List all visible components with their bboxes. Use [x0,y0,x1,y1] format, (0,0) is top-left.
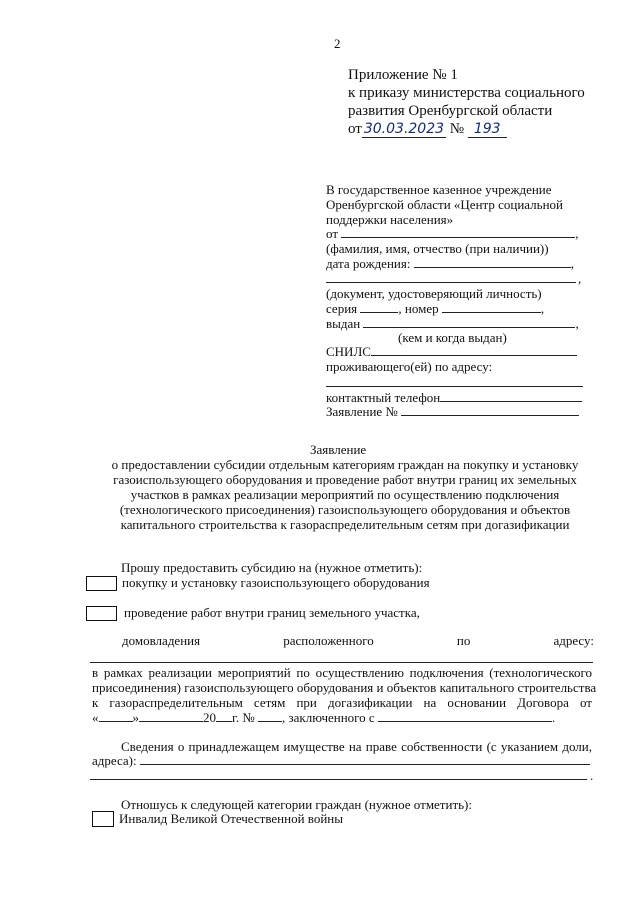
application-number-blank[interactable] [401,404,579,416]
birth-date-blank[interactable] [414,256,571,268]
title-line-4: (технологического присоединения) газоиспользующего оборудования и объектов [119,502,571,517]
snils-blank[interactable] [371,344,577,356]
category-wwii-disabled-label: Инвалид Великой Отечественной войны [119,811,344,826]
property-blank-2[interactable] [90,779,587,780]
addressee-line-2: Оренбургской области «Центр социальной [326,197,564,212]
appendix-line-3: развития Оренбургской области [348,103,553,119]
title-line-2: газоиспользующего оборудования и проведение работ внутри границ их земельных [113,472,577,487]
snils-label: СНИЛС [326,344,371,359]
series-label: серия [326,301,358,316]
contract-concluded-label: , заключенного с [282,710,375,725]
option-works-checkbox[interactable] [86,606,117,621]
page-number: 2 [334,36,341,51]
request-para-line-2: присоединения) газоиспользующего оборудования и объектов капитального строительства [92,680,597,695]
document-blank[interactable] [326,282,576,283]
address-words-row [122,633,594,648]
appendix-number-handwritten: 193 [468,121,507,138]
contract-line[interactable]: « » 20 г. № , заключенного с . [92,710,556,725]
option-equipment-checkbox[interactable] [86,576,117,591]
from-label: от [326,226,339,241]
appendix-ot-label: от [348,121,362,137]
phone-blank[interactable] [440,390,582,402]
title-line-3: участков в рамках реализации мероприятий по осуществлению подключения [130,487,560,502]
property-field[interactable] [92,753,590,768]
issued-label: выдан [326,316,361,331]
request-para-line-1: в рамках реализации мероприятий по осуществлению подключения (технологического [92,665,592,680]
option-works-label: проведение работ внутри границ земельного участка, [124,605,420,620]
address-word: домовладения [122,633,201,648]
contract-party-blank[interactable] [378,710,552,722]
contract-number-blank[interactable] [258,710,282,722]
address-blank[interactable] [326,386,583,387]
contract-year-suffix: г. № [232,710,255,725]
birth-date-field[interactable]: дата рождения: , [326,256,574,271]
address-label: проживающего(ей) по адресу: [326,359,493,374]
request-para-line-3: к газораспределительным сетям при догазификации на основании Договора от [92,695,592,710]
contract-month-blank[interactable] [139,710,203,722]
property-address-blank[interactable] [90,662,593,663]
title-line-5: капитального строительства к газораспределительным сетям при догазификации [120,517,570,532]
option-equipment-label: покупку и установку газоиспользующего оборудования [122,575,430,590]
address-word: по [456,633,471,648]
title-line-1: о предоставлении субсидии отдельным категориям граждан на покупку и установку [111,457,579,472]
doc-number-blank[interactable] [442,301,541,313]
category-wwii-disabled-checkbox[interactable] [92,811,114,827]
address-word: адресу: [553,633,594,648]
appendix-line-2: к приказу министерства социального [348,85,585,101]
birth-date-label: дата рождения: [326,256,411,271]
appendix-date-line [348,120,507,138]
request-intro: Прошу предоставить субсидию на (нужное отметить): [121,560,423,575]
issued-field[interactable]: выдан , [326,316,579,331]
application-heading: Заявление [310,442,367,457]
phone-label: контактный телефон [326,390,441,405]
phone-field[interactable] [326,390,582,405]
addressee-line-1: В государственное казенное учреждение [326,182,552,197]
issued-blank[interactable] [363,316,575,328]
series-number-field[interactable]: серия , номер , [326,301,545,316]
appendix-date-handwritten: 30.03.2023 [363,121,445,137]
contract-year-prefix: 20 [203,710,216,725]
appendix-number-label: № [449,121,465,137]
property-line-1: Сведения о принадлежащем имуществе на праве собственности (с указанием доли, [121,739,592,754]
addressee-line-3: поддержки населения» [326,212,454,227]
application-number-label: Заявление № [326,404,398,419]
number-label: , номер [398,301,439,316]
category-intro: Отношусь к следующей категории граждан (нужное отметить): [121,797,472,812]
property-label: адреса): [92,753,137,768]
contract-day-blank[interactable] [99,710,133,722]
fio-hint: (фамилия, имя, отчество (при наличии)) [326,241,549,256]
issued-hint: (кем и когда выдан) [398,330,507,345]
from-blank[interactable] [341,226,575,238]
contract-year-blank[interactable] [216,710,232,722]
document-hint: (документ, удостоверяющий личность) [326,286,542,301]
property-blank-1[interactable] [140,753,590,765]
address-word: расположенного [283,633,374,648]
series-blank[interactable] [360,301,398,313]
application-number-field[interactable] [326,404,579,419]
appendix-title: Приложение № 1 [348,67,458,83]
from-field[interactable]: от , [326,226,579,241]
snils-field[interactable] [326,344,577,359]
